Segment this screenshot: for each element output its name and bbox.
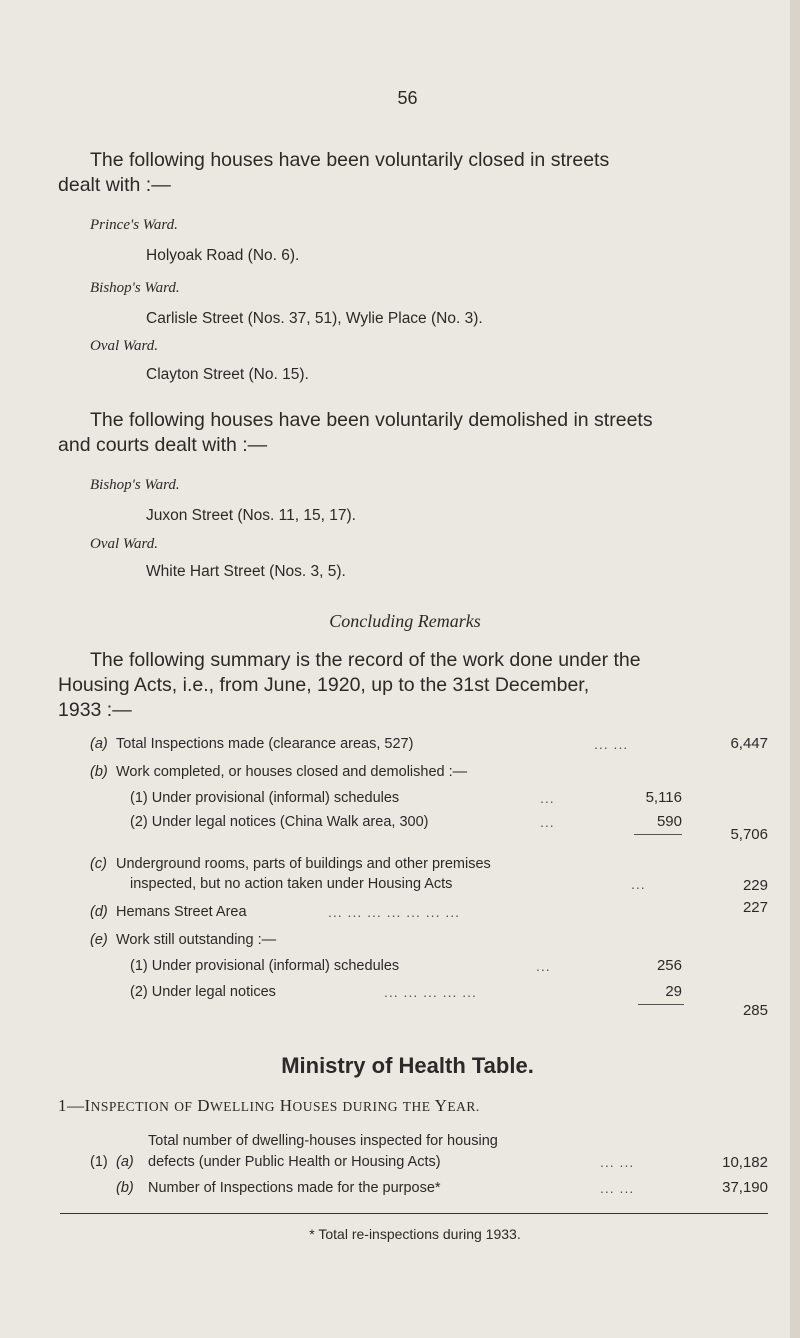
closed-intro-line2: dealt with :— (58, 174, 171, 196)
item-b1-value: 5,116 (645, 789, 682, 806)
item-c-line2: inspected, but no action taken under Housing Acts (130, 876, 453, 892)
item-b1-dots: ... (540, 790, 555, 806)
closed-streets-3: Clayton Street (No. 15). (146, 366, 309, 383)
footnote-rule (60, 1213, 768, 1214)
page-edge (790, 0, 800, 1338)
item-b2-value: 590 (656, 813, 682, 830)
item-c-dots: ... (631, 876, 646, 892)
ministry-row2-dots: ... ... (600, 1180, 635, 1196)
demolished-intro-line2: and courts dealt with :— (58, 434, 268, 456)
item-b1-text: (1) Under provisional (informal) schedules (130, 790, 400, 806)
closed-streets-2: Carlisle Street (Nos. 37, 51), Wylie Place (No. 3). (146, 310, 483, 327)
page-number: 56 (397, 88, 418, 108)
item-a-text: Total Inspections made (clearance areas, 527) (116, 736, 414, 752)
closed-intro-line1: The following houses have been voluntarily closed in streets (90, 149, 610, 171)
item-c-value: 229 (742, 877, 768, 894)
item-c-line1: Underground rooms, parts of buildings and other premises (116, 856, 491, 872)
item-b-label: (b) (90, 764, 108, 780)
concluding-intro-line1: The following summary is the record of the work done under the (90, 649, 641, 671)
closed-ward-2: Bishop's Ward. (90, 280, 180, 296)
closed-ward-3: Oval Ward. (90, 338, 159, 354)
item-a-label: (a) (90, 736, 108, 752)
ministry-row1-line1: Total number of dwelling-houses inspected for housing (148, 1133, 498, 1149)
item-e1-value: 256 (656, 957, 682, 974)
ministry-title: Ministry of Health Table. (281, 1053, 534, 1078)
item-e2-value: 29 (665, 983, 682, 1000)
item-b-total: 5,706 (730, 826, 768, 843)
concluding-intro-line3: 1933 :— (58, 699, 132, 721)
ministry-row1-value: 10,182 (722, 1154, 768, 1171)
item-d-text: Hemans Street Area (116, 904, 247, 920)
subtotal-rule-e (638, 1004, 684, 1005)
ministry-row1-num: (1) (90, 1154, 108, 1170)
ministry-section-heading: 1—INSPECTION OF DWELLING HOUSES DURING THE YEAR. (58, 1096, 480, 1115)
closed-ward-1: Prince's Ward. (90, 217, 178, 233)
ministry-row1-label: (a) (116, 1154, 134, 1170)
item-e2-text: (2) Under legal notices (130, 984, 276, 1000)
item-e-total: 285 (742, 1002, 768, 1019)
item-d-label: (d) (90, 904, 108, 920)
ministry-row2-text: Number of Inspections made for the purpose* (148, 1180, 441, 1196)
item-e-label: (e) (90, 932, 108, 948)
demolished-streets-2: White Hart Street (Nos. 3, 5). (146, 563, 346, 580)
closed-streets-1: Holyoak Road (No. 6). (146, 247, 300, 264)
item-a-dots: ... ... (594, 736, 629, 752)
concluding-intro-line2: Housing Acts, i.e., from June, 1920, up to the 31st December, (58, 674, 590, 696)
concluding-heading: Concluding Remarks (329, 611, 481, 631)
item-b2-dots: ... (540, 814, 555, 830)
item-e-text: Work still outstanding :— (116, 932, 277, 948)
ministry-row2-value: 37,190 (722, 1179, 768, 1196)
demolished-intro-line1: The following houses have been voluntarily demolished in streets (90, 409, 653, 431)
item-b2-text: (2) Under legal notices (China Walk area, 300) (130, 814, 429, 830)
ministry-row1-dots: ... ... (600, 1154, 635, 1170)
demolished-streets-1: Juxon Street (Nos. 11, 15, 17). (146, 507, 356, 524)
ministry-row1-line2: defects (under Public Health or Housing Acts) (148, 1154, 441, 1170)
item-d-value: 227 (742, 899, 768, 916)
item-e1-text: (1) Under provisional (informal) schedules (130, 958, 400, 974)
item-e1-dots: ... (536, 958, 551, 974)
subtotal-rule-b (634, 834, 682, 835)
ministry-row2-label: (b) (116, 1180, 134, 1196)
item-c-label: (c) (90, 856, 107, 872)
demolished-ward-1: Bishop's Ward. (90, 477, 180, 493)
footnote: * Total re-inspections during 1933. (309, 1226, 521, 1242)
demolished-ward-2: Oval Ward. (90, 536, 159, 552)
item-d-dots: ... ... ... ... ... ... ... (328, 904, 461, 920)
item-a-value: 6,447 (730, 735, 768, 752)
item-b-text: Work completed, or houses closed and demolished :— (116, 764, 468, 780)
item-e2-dots: ... ... ... ... ... (384, 984, 477, 1000)
